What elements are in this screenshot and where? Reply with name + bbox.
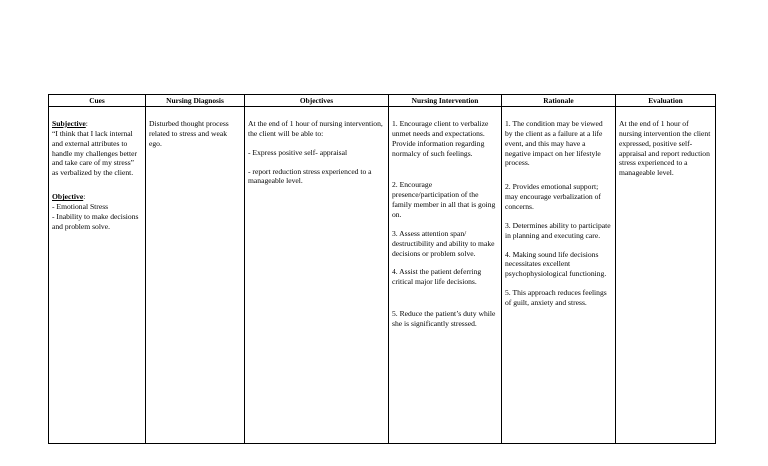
header-evaluation: Evaluation bbox=[616, 95, 716, 107]
rationale-item: 2. Provides emotional support; may encourage verbalization of concerns. bbox=[505, 182, 601, 212]
nursing-care-plan-table bbox=[48, 94, 716, 444]
header-objectives: Objectives bbox=[245, 95, 389, 107]
objectives-cell bbox=[245, 107, 389, 444]
diagnosis-cell bbox=[146, 107, 245, 444]
intervention-item: 3. Assess attention span/ destructibility and ability to make decisions or problem solve. bbox=[392, 228, 495, 258]
rationale-item: 1. The condition may be viewed by the client as a failure at a life event, and this may have a negative impact on her lifestyle process. bbox=[505, 119, 603, 168]
diagnosis-text: Disturbed thought process related to stress and weak ego. bbox=[149, 119, 229, 148]
header-cues: Cues bbox=[49, 95, 146, 107]
table-row bbox=[49, 107, 716, 444]
objective-goal: - report reduction stress experienced to a manageable level. bbox=[248, 166, 372, 186]
objective-goal: - Express positive self- appraisal bbox=[248, 147, 348, 157]
intervention-item: 2. Encourage presence/participation of the family member in all that is going on. bbox=[392, 180, 496, 220]
rationale-item: 3. Determines ability to participate in planning and executing care. bbox=[505, 220, 611, 240]
objective-label: Objective bbox=[52, 192, 84, 202]
rationale-cell bbox=[502, 107, 616, 444]
header-row bbox=[49, 95, 716, 107]
header-nursing-intervention: Nursing Intervention bbox=[389, 95, 502, 107]
subjective-label: Subjective bbox=[52, 119, 86, 128]
objective-item: - Emotional Stress bbox=[52, 202, 109, 212]
subjective-colon: : bbox=[85, 119, 88, 128]
intervention-item: 4. Assist the patient deferring critical major life decisions. bbox=[392, 267, 482, 287]
objective-colon: : bbox=[83, 192, 86, 202]
subjective-text: “I think that I lack internal and external attributes to handle my challenges better and take care of my stress” as verbalized by the client. bbox=[52, 128, 137, 178]
objective-item: - Inability to make decisions and problem solve. bbox=[52, 211, 139, 231]
rationale-item: 5. This approach reduces feelings of guilt, anxiety and stress. bbox=[505, 288, 607, 308]
intervention-cell bbox=[389, 107, 502, 444]
cues-cell bbox=[49, 107, 146, 444]
intervention-item: 5. Reduce the patient’s duty while she is significantly stressed. bbox=[392, 309, 496, 329]
header-rationale: Rationale bbox=[502, 95, 616, 107]
rationale-item: 4. Making sound life decisions necessitates excellent psychophysiological functioning. bbox=[505, 249, 607, 279]
header-nursing-diagnosis: Nursing Diagnosis bbox=[146, 95, 245, 107]
objectives-intro: At the end of 1 hour of nursing intervention, the client will be able to: bbox=[248, 119, 383, 138]
evaluation-cell bbox=[616, 107, 716, 444]
evaluation-text: At the end of 1 hour of nursing intervention the client expressed, positive self- appraisal and report reduction stress experienced to a manageable level. bbox=[619, 119, 711, 178]
intervention-item: 1. Encourage client to verbalize unmet needs and expectations. Provide information regarding normalcy of such feelings. bbox=[392, 119, 489, 158]
